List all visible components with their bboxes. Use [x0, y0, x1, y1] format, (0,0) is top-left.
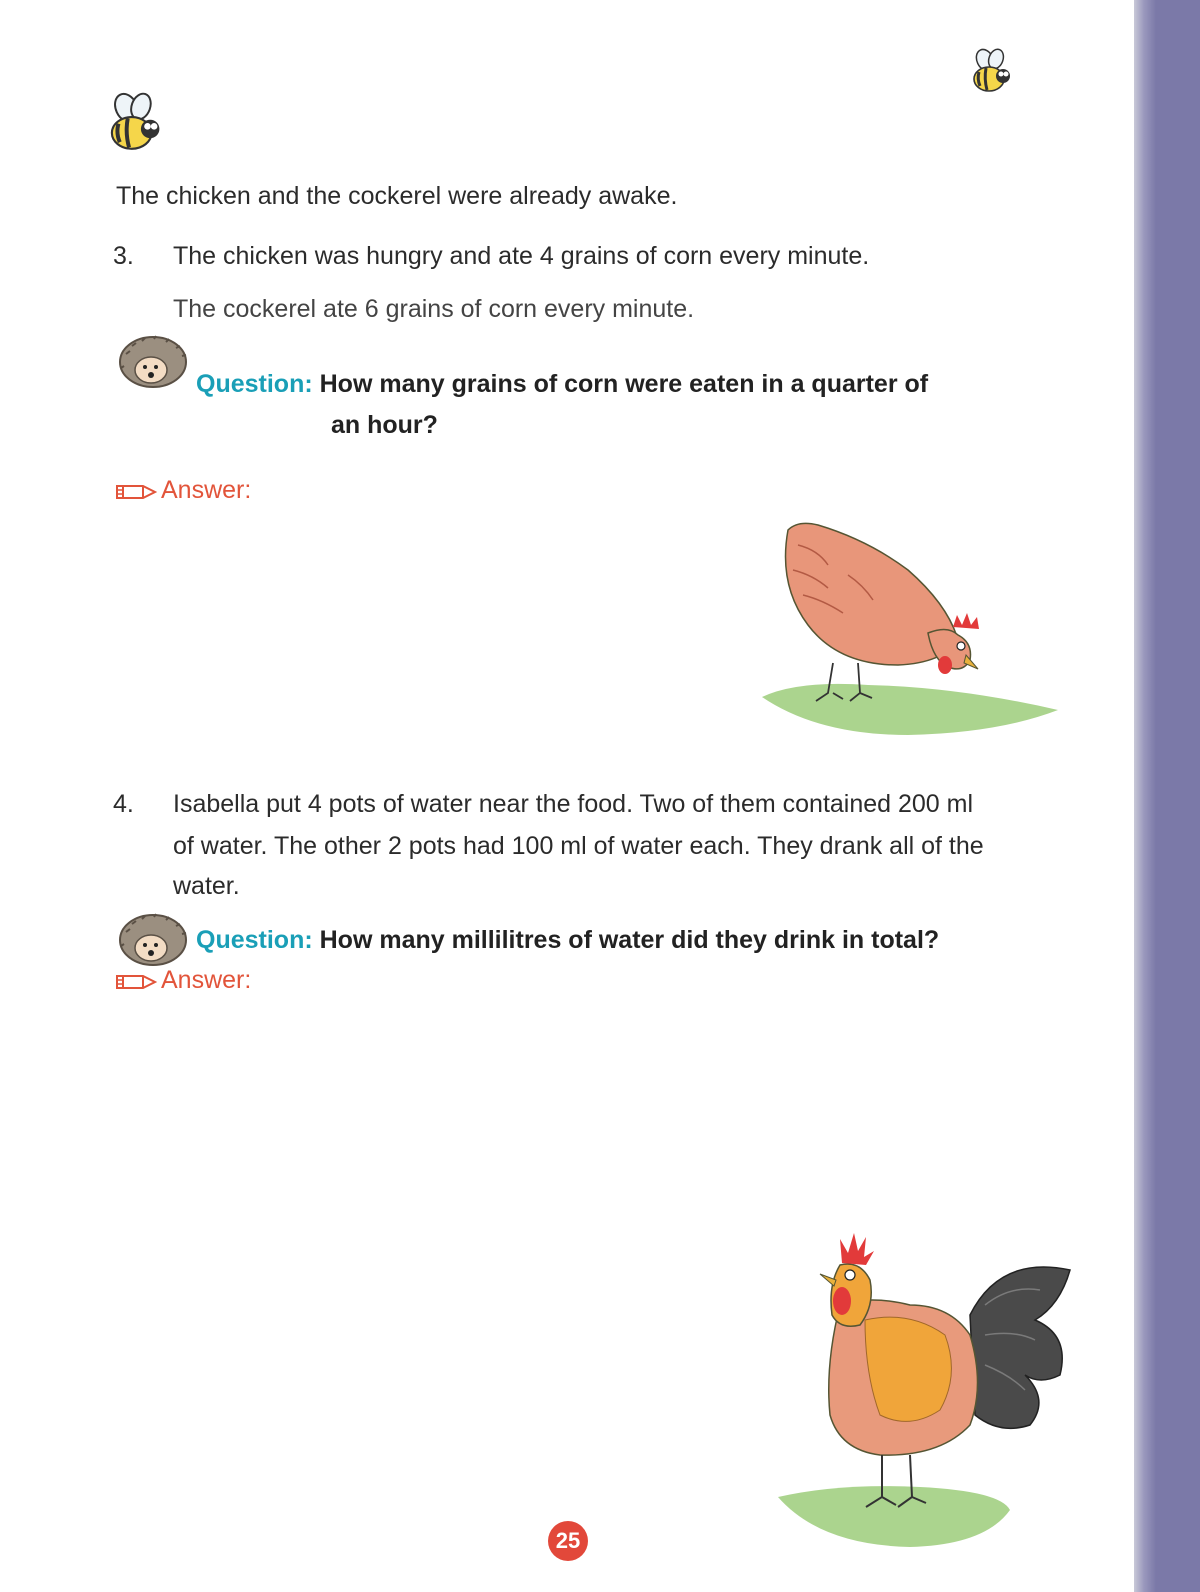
problem-3-line1: The chicken was hungry and ate 4 grains of corn every minute.	[173, 242, 870, 270]
chicken-illustration	[758, 515, 1063, 741]
question-text: How many grains of corn were eaten in a quarter of	[319, 370, 929, 398]
problem-4-question	[196, 919, 939, 961]
problem-4-line2: of water. The other 2 pots had 100 ml of water each. They drank all of the	[173, 832, 984, 860]
question-label: Question:	[196, 370, 313, 398]
question-text: How many millilitres of water did they drink in total?	[319, 926, 940, 954]
problem-4-answer[interactable]	[115, 963, 251, 997]
problem-3-line2: The cockerel ate 6 grains of corn every minute.	[173, 295, 695, 323]
question-label: Question:	[196, 926, 313, 954]
pencil-icon	[115, 482, 157, 502]
intro-text: The chicken and the cockerel were already awake.	[116, 182, 678, 210]
problem-4-number: 4.	[113, 790, 134, 818]
bee-icon	[965, 48, 1015, 98]
problem-3-question	[196, 363, 928, 405]
cockerel-illustration	[770, 1225, 1080, 1555]
problem-4-line1: Isabella put 4 pots of water near the food. Two of them contained 200 ml	[173, 790, 974, 818]
side-band	[1134, 0, 1200, 1592]
page-number-badge: 25	[548, 1521, 588, 1561]
hedgehog-icon	[118, 912, 188, 968]
answer-label: Answer:	[161, 966, 252, 994]
hedgehog-icon	[118, 334, 188, 390]
problem-3-number: 3.	[113, 242, 134, 270]
problem-3-answer[interactable]	[115, 473, 251, 507]
pencil-icon	[115, 972, 157, 992]
problem-4-line3: water.	[173, 872, 240, 900]
bee-icon	[100, 92, 166, 158]
problem-3-question-cont: an hour?	[331, 411, 438, 439]
answer-label: Answer:	[161, 476, 252, 504]
